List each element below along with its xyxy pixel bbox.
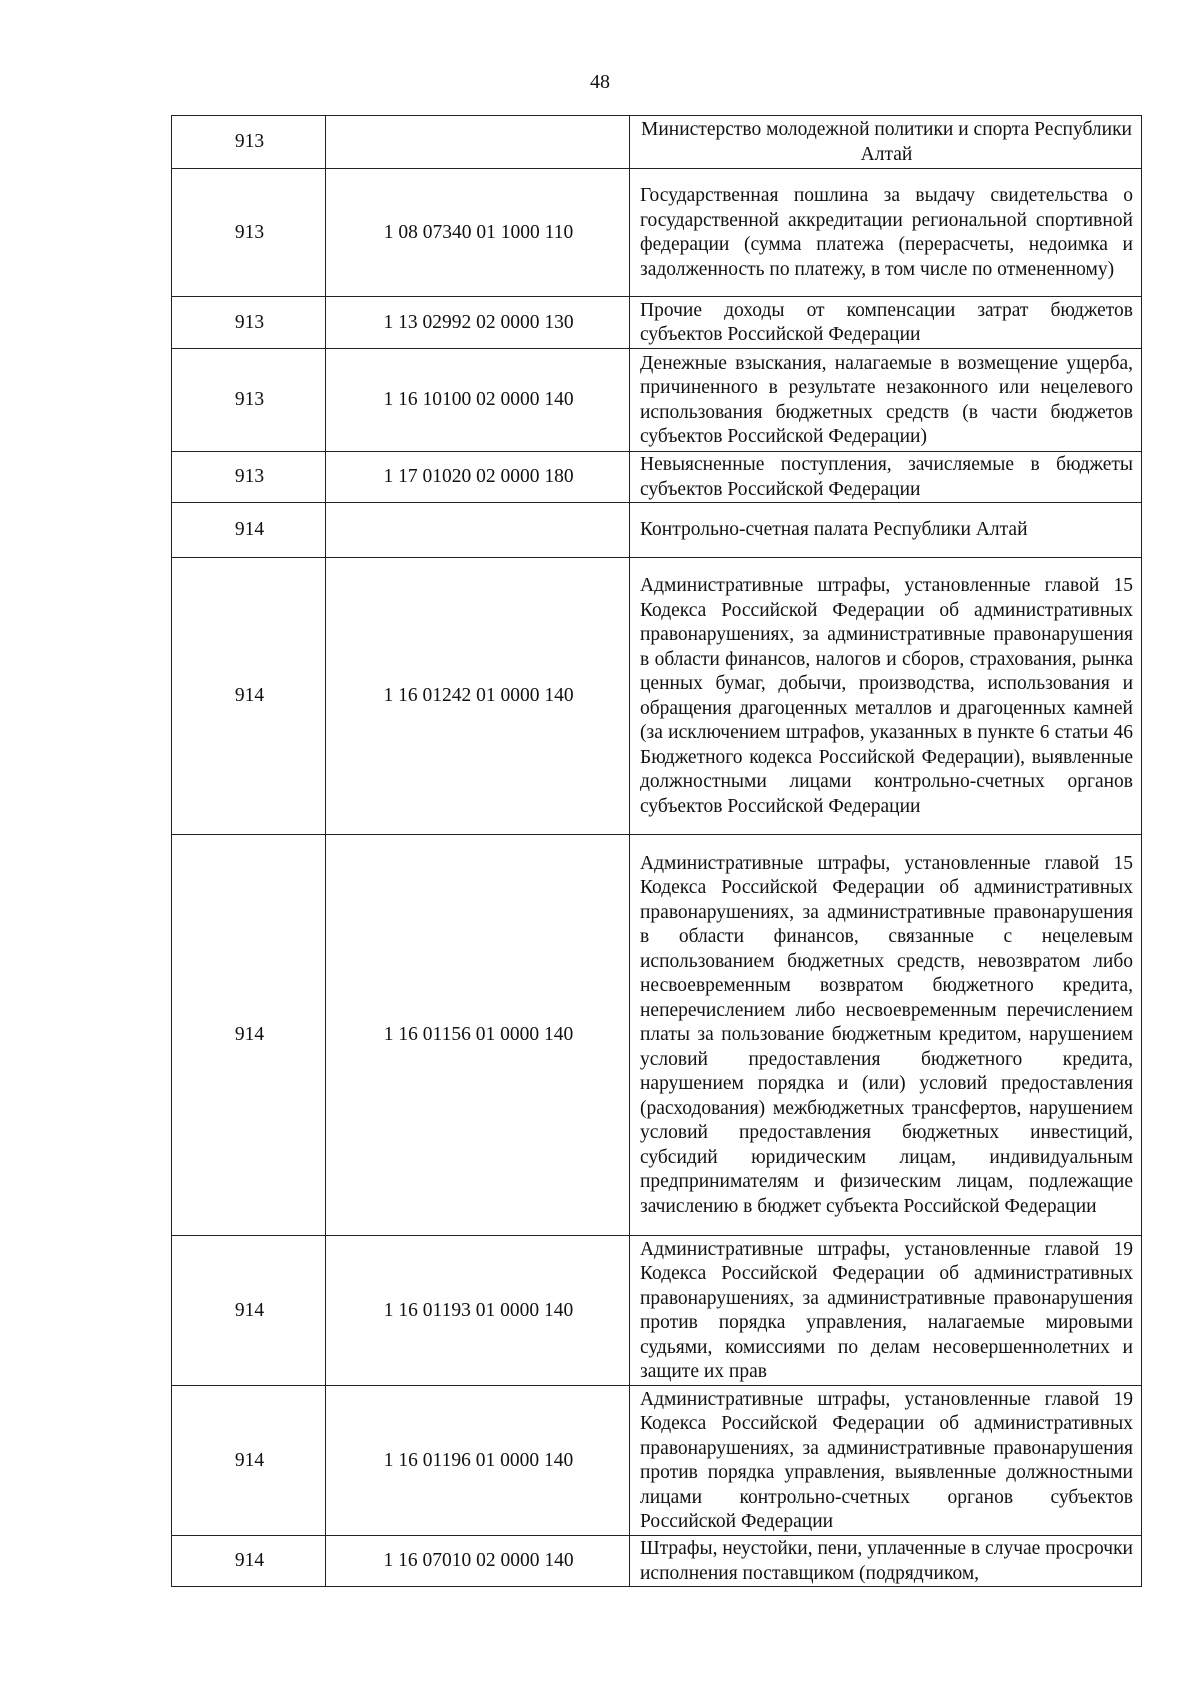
revenue-code-cell: 1 08 07340 01 1000 110 <box>326 169 630 297</box>
revenue-description-cell: Контрольно-счетная палата Республики Алтай <box>630 503 1142 558</box>
revenue-description-cell: Административные штрафы, установленные главой 15 Кодекса Российской Федерации об административных правонарушениях, за административные правонарушения в области финансов, налогов и сборов, страхования, рынка ценных бумаг, добычи, производства, использования и обращения драгоценных металлов и драгоценных камней (за исключением штрафов, указанных в пункте 6 статьи 46 Бюджетного кодекса Российской Федерации), выявленные должностными лицами контрольно-счетных органов субъектов Российской Федерации <box>630 558 1142 835</box>
admin-code-cell: 914 <box>172 558 326 835</box>
revenue-description-cell: Невыясненные поступления, зачисляемые в бюджеты субъектов Российской Федерации <box>630 452 1142 503</box>
revenue-code-cell: 1 13 02992 02 0000 130 <box>326 297 630 349</box>
table-row <box>172 349 1142 452</box>
table-row <box>172 297 1142 349</box>
revenue-description-cell: Денежные взыскания, налагаемые в возмещение ущерба, причиненного в результате незаконного или нецелевого использования бюджетных средств (в части бюджетов субъектов Российской Федерации) <box>630 349 1142 452</box>
revenue-description-cell: Административные штрафы, установленные главой 19 Кодекса Российской Федерации об административных правонарушениях, за административные правонарушения против порядка управления, выявленные должностными лицами контрольно-счетных органов субъектов Российской Федерации <box>630 1386 1142 1536</box>
revenue-code-cell: 1 16 01156 01 0000 140 <box>326 835 630 1236</box>
revenue-code-cell: 1 16 07010 02 0000 140 <box>326 1536 630 1587</box>
table-row <box>172 503 1142 558</box>
revenue-description-cell: Прочие доходы от компенсации затрат бюджетов субъектов Российской Федерации <box>630 297 1142 349</box>
admin-code-cell: 914 <box>172 1386 326 1536</box>
admin-code-cell: 914 <box>172 835 326 1236</box>
revenue-code-cell: 1 16 01196 01 0000 140 <box>326 1386 630 1536</box>
table-row <box>172 1536 1142 1587</box>
table-row <box>172 1236 1142 1386</box>
revenue-description-cell: Штрафы, неустойки, пени, уплаченные в случае просрочки исполнения поставщиком (подрядчиком, <box>630 1536 1142 1587</box>
revenue-codes-table <box>171 115 1142 1587</box>
table-row <box>172 835 1142 1236</box>
table-row <box>172 116 1142 169</box>
admin-code-cell: 913 <box>172 116 326 169</box>
revenue-code-cell <box>326 503 630 558</box>
admin-code-cell: 913 <box>172 297 326 349</box>
table-row <box>172 169 1142 297</box>
table-row <box>172 1386 1142 1536</box>
revenue-description-cell: Государственная пошлина за выдачу свидетельства о государственной аккредитации региональной спортивной федерации (сумма платежа (перерасчеты, недоимка и задолженность по платежу, в том числе по отмененному) <box>630 169 1142 297</box>
admin-code-cell: 913 <box>172 452 326 503</box>
revenue-description-cell: Административные штрафы, установленные главой 15 Кодекса Российской Федерации об административных правонарушениях, за административные правонарушения в области финансов, связанные с нецелевым использованием бюджетных средств, невозвратом либо несвоевременным возвратом бюджетного кредита, неперечислением либо несвоевременным перечислением платы за пользование бюджетным кредитом, нарушением условий предоставления бюджетного кредита, нарушением порядка и (или) условий предоставления (расходования) межбюджетных трансфертов, нарушением условий предоставления бюджетных инвестиций, субсидий юридическим лицам, индивидуальным предпринимателям и физическим лицам, подлежащие зачислению в бюджет субъекта Российской Федерации <box>630 835 1142 1236</box>
revenue-code-cell: 1 16 10100 02 0000 140 <box>326 349 630 452</box>
revenue-code-cell: 1 16 01193 01 0000 140 <box>326 1236 630 1386</box>
revenue-description-cell: Административные штрафы, установленные главой 19 Кодекса Российской Федерации об административных правонарушениях, за административные правонарушения против порядка управления, налагаемые мировыми судьями, комиссиями по делам несовершеннолетних и защите их прав <box>630 1236 1142 1386</box>
admin-code-cell: 914 <box>172 1236 326 1386</box>
admin-code-cell: 913 <box>172 169 326 297</box>
table-body <box>172 116 1142 1587</box>
page-number: 48 <box>590 71 610 93</box>
admin-code-cell: 914 <box>172 1536 326 1587</box>
revenue-description-cell: Министерство молодежной политики и спорта Республики Алтай <box>630 116 1142 169</box>
revenue-code-cell: 1 16 01242 01 0000 140 <box>326 558 630 835</box>
admin-code-cell: 914 <box>172 503 326 558</box>
revenue-code-cell: 1 17 01020 02 0000 180 <box>326 452 630 503</box>
revenue-code-cell <box>326 116 630 169</box>
table-row <box>172 452 1142 503</box>
admin-code-cell: 913 <box>172 349 326 452</box>
table-row <box>172 558 1142 835</box>
